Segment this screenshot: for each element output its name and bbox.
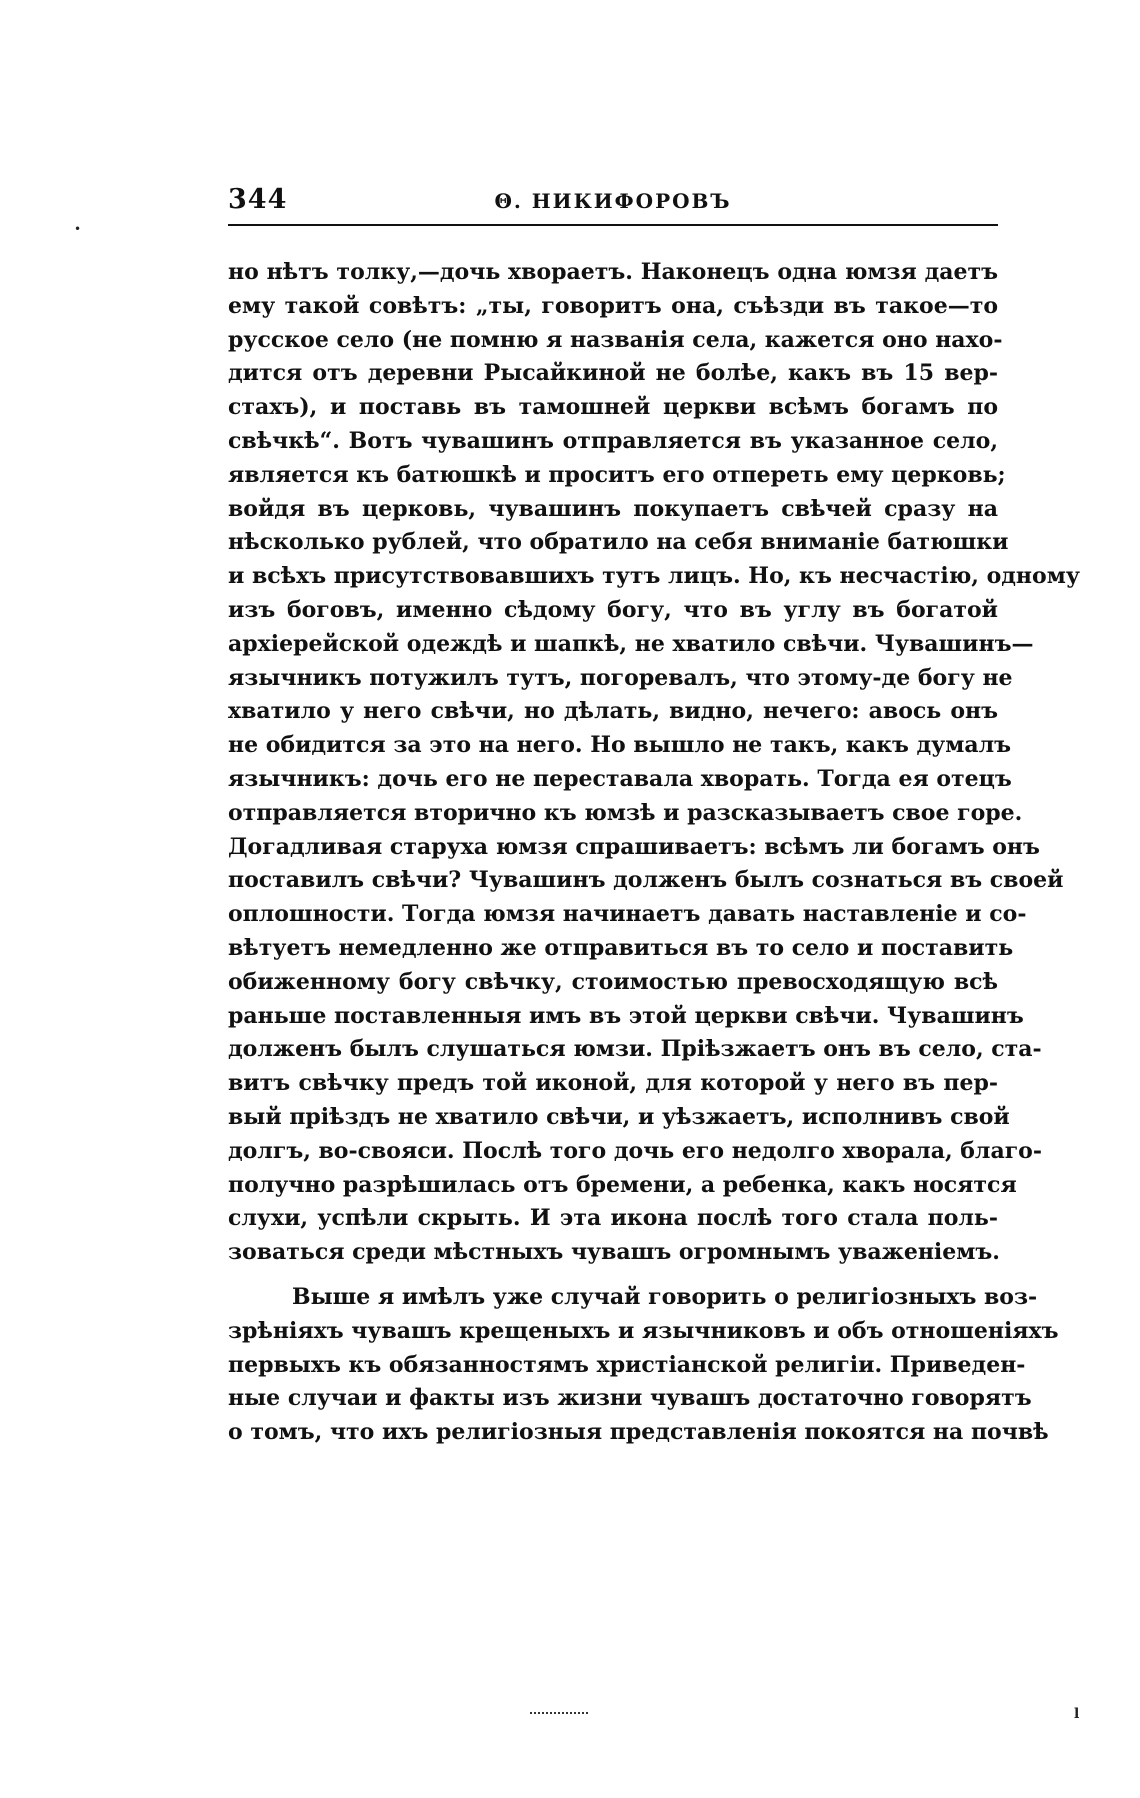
- text-line: долженъ былъ слушаться юмзи. Пріѣзжаетъ онъ въ село, ста-: [228, 1036, 1042, 1063]
- text-line: долгъ, во-свояси. Послѣ того дочь его недолго хворала, благо-: [228, 1137, 1042, 1164]
- scan-speck: •: [74, 222, 82, 236]
- text-line: витъ свѣчку предъ той иконой, для которой у него въ пер-: [228, 1070, 998, 1097]
- text-line: нѣсколько рублей, что обратило на себя вниманіе батюшки: [228, 529, 1009, 556]
- text-line: слухи, успѣли скрыть. И эта икона послѣ того стала поль-: [228, 1205, 998, 1232]
- text-line: первыхъ къ обязанностямъ христіанской религіи. Приведен-: [228, 1351, 1026, 1378]
- text-line: свѣчкѣ“. Вотъ чувашинъ отправляется въ указанное село,: [228, 427, 998, 454]
- text-line: но нѣтъ толку,—дочь хвораетъ. Наконецъ одна юмзя даетъ: [228, 259, 998, 285]
- corner-mark: ⅼ: [1074, 1706, 1080, 1722]
- text-line: получно разрѣшилась отъ бремени, а ребенка, какъ носятся: [228, 1171, 1017, 1198]
- text-line: русское село (не помню я названія села, кажется оно нахо-: [228, 326, 1003, 353]
- text-line: Выше я имѣлъ уже случай говорить о религіозныхъ воз-: [292, 1283, 1038, 1310]
- text-line: язычникъ: дочь его не переставала хворать. Тогда ея отецъ: [228, 765, 1012, 792]
- text-line: оплошности. Тогда юмзя начинаетъ давать наставленіе и со-: [228, 901, 1027, 928]
- text-line: не обидится за это на него. Но вышло не такъ, какъ думалъ: [228, 732, 1011, 759]
- text-line: вѣтуетъ немедленно же отправиться въ то село и поставить: [228, 934, 1014, 961]
- text-line: войдя въ церковь, чувашинъ покупаетъ свѣчей сразу на: [228, 495, 998, 522]
- paragraph-1: [228, 256, 1080, 1270]
- paragraph-2: [228, 1281, 1059, 1450]
- text-line: раньше поставленныя имъ въ этой церкви свѣчи. Чувашинъ: [228, 1002, 1024, 1029]
- page-header: [228, 184, 998, 226]
- text-line: вый пріѣздъ не хватило свѣчи, и уѣзжаетъ, исполнивъ свой: [228, 1103, 1010, 1130]
- text-line: и всѣхъ присутствовавшихъ тутъ лицъ. Но, къ несчастію, одному: [228, 563, 1080, 590]
- text-line: Догадливая старуха юмзя спрашиваетъ: всѣмъ ли богамъ онъ: [228, 833, 1040, 860]
- text-line: ные случаи и факты изъ жизни чувашъ достаточно говорятъ: [228, 1385, 1032, 1412]
- text-line: о томъ, что ихъ религіозныя представленія покоятся на почвѣ: [228, 1419, 1049, 1446]
- text-line: ему такой совѣтъ: „ты, говоритъ она, съѣзди въ такое—то: [228, 292, 998, 319]
- text-line: зрѣніяхъ чувашъ крещеныхъ и язычниковъ и объ отношеніяхъ: [228, 1317, 1059, 1344]
- running-head: Θ. НИКИФОРОВЪ: [494, 189, 732, 213]
- text-line: зоваться среди мѣстныхъ чувашъ огромнымъ уваженіемъ.: [228, 1239, 1000, 1266]
- text-line: является къ батюшкѣ и проситъ его отпереть ему церковь;: [228, 461, 1006, 488]
- text-line: архіерейской одеждѣ и шапкѣ, не хватило свѣчи. Чувашинъ—: [228, 630, 1034, 657]
- page-number: 344: [228, 184, 288, 215]
- text-line: дится отъ деревни Рысайкиной не болѣе, какъ въ 15 вер-: [228, 360, 998, 387]
- body-text: [228, 256, 1080, 1450]
- text-line: обиженному богу свѣчку, стоимостью превосходящую всѣ: [228, 968, 998, 995]
- text-line: поставилъ свѣчи? Чувашинъ долженъ былъ сознаться въ своей: [228, 867, 1064, 894]
- text-line: изъ боговъ, именно сѣдому богу, что въ углу въ богатой: [228, 596, 998, 623]
- text-line: хватило у него свѣчи, но дѣлать, видно, нечего: авось онъ: [228, 698, 998, 725]
- text-line: отправляется вторично къ юмзѣ и разсказываетъ свое горе.: [228, 799, 1023, 826]
- paragraph-gap: [228, 1270, 998, 1281]
- text-line: стахъ), и поставь въ тамошней церкви всѣмъ богамъ по: [228, 394, 998, 421]
- text-line: язычникъ потужилъ тутъ, погоревалъ, что этому-де богу не: [228, 664, 1013, 691]
- scan-smudge: [530, 1712, 588, 1714]
